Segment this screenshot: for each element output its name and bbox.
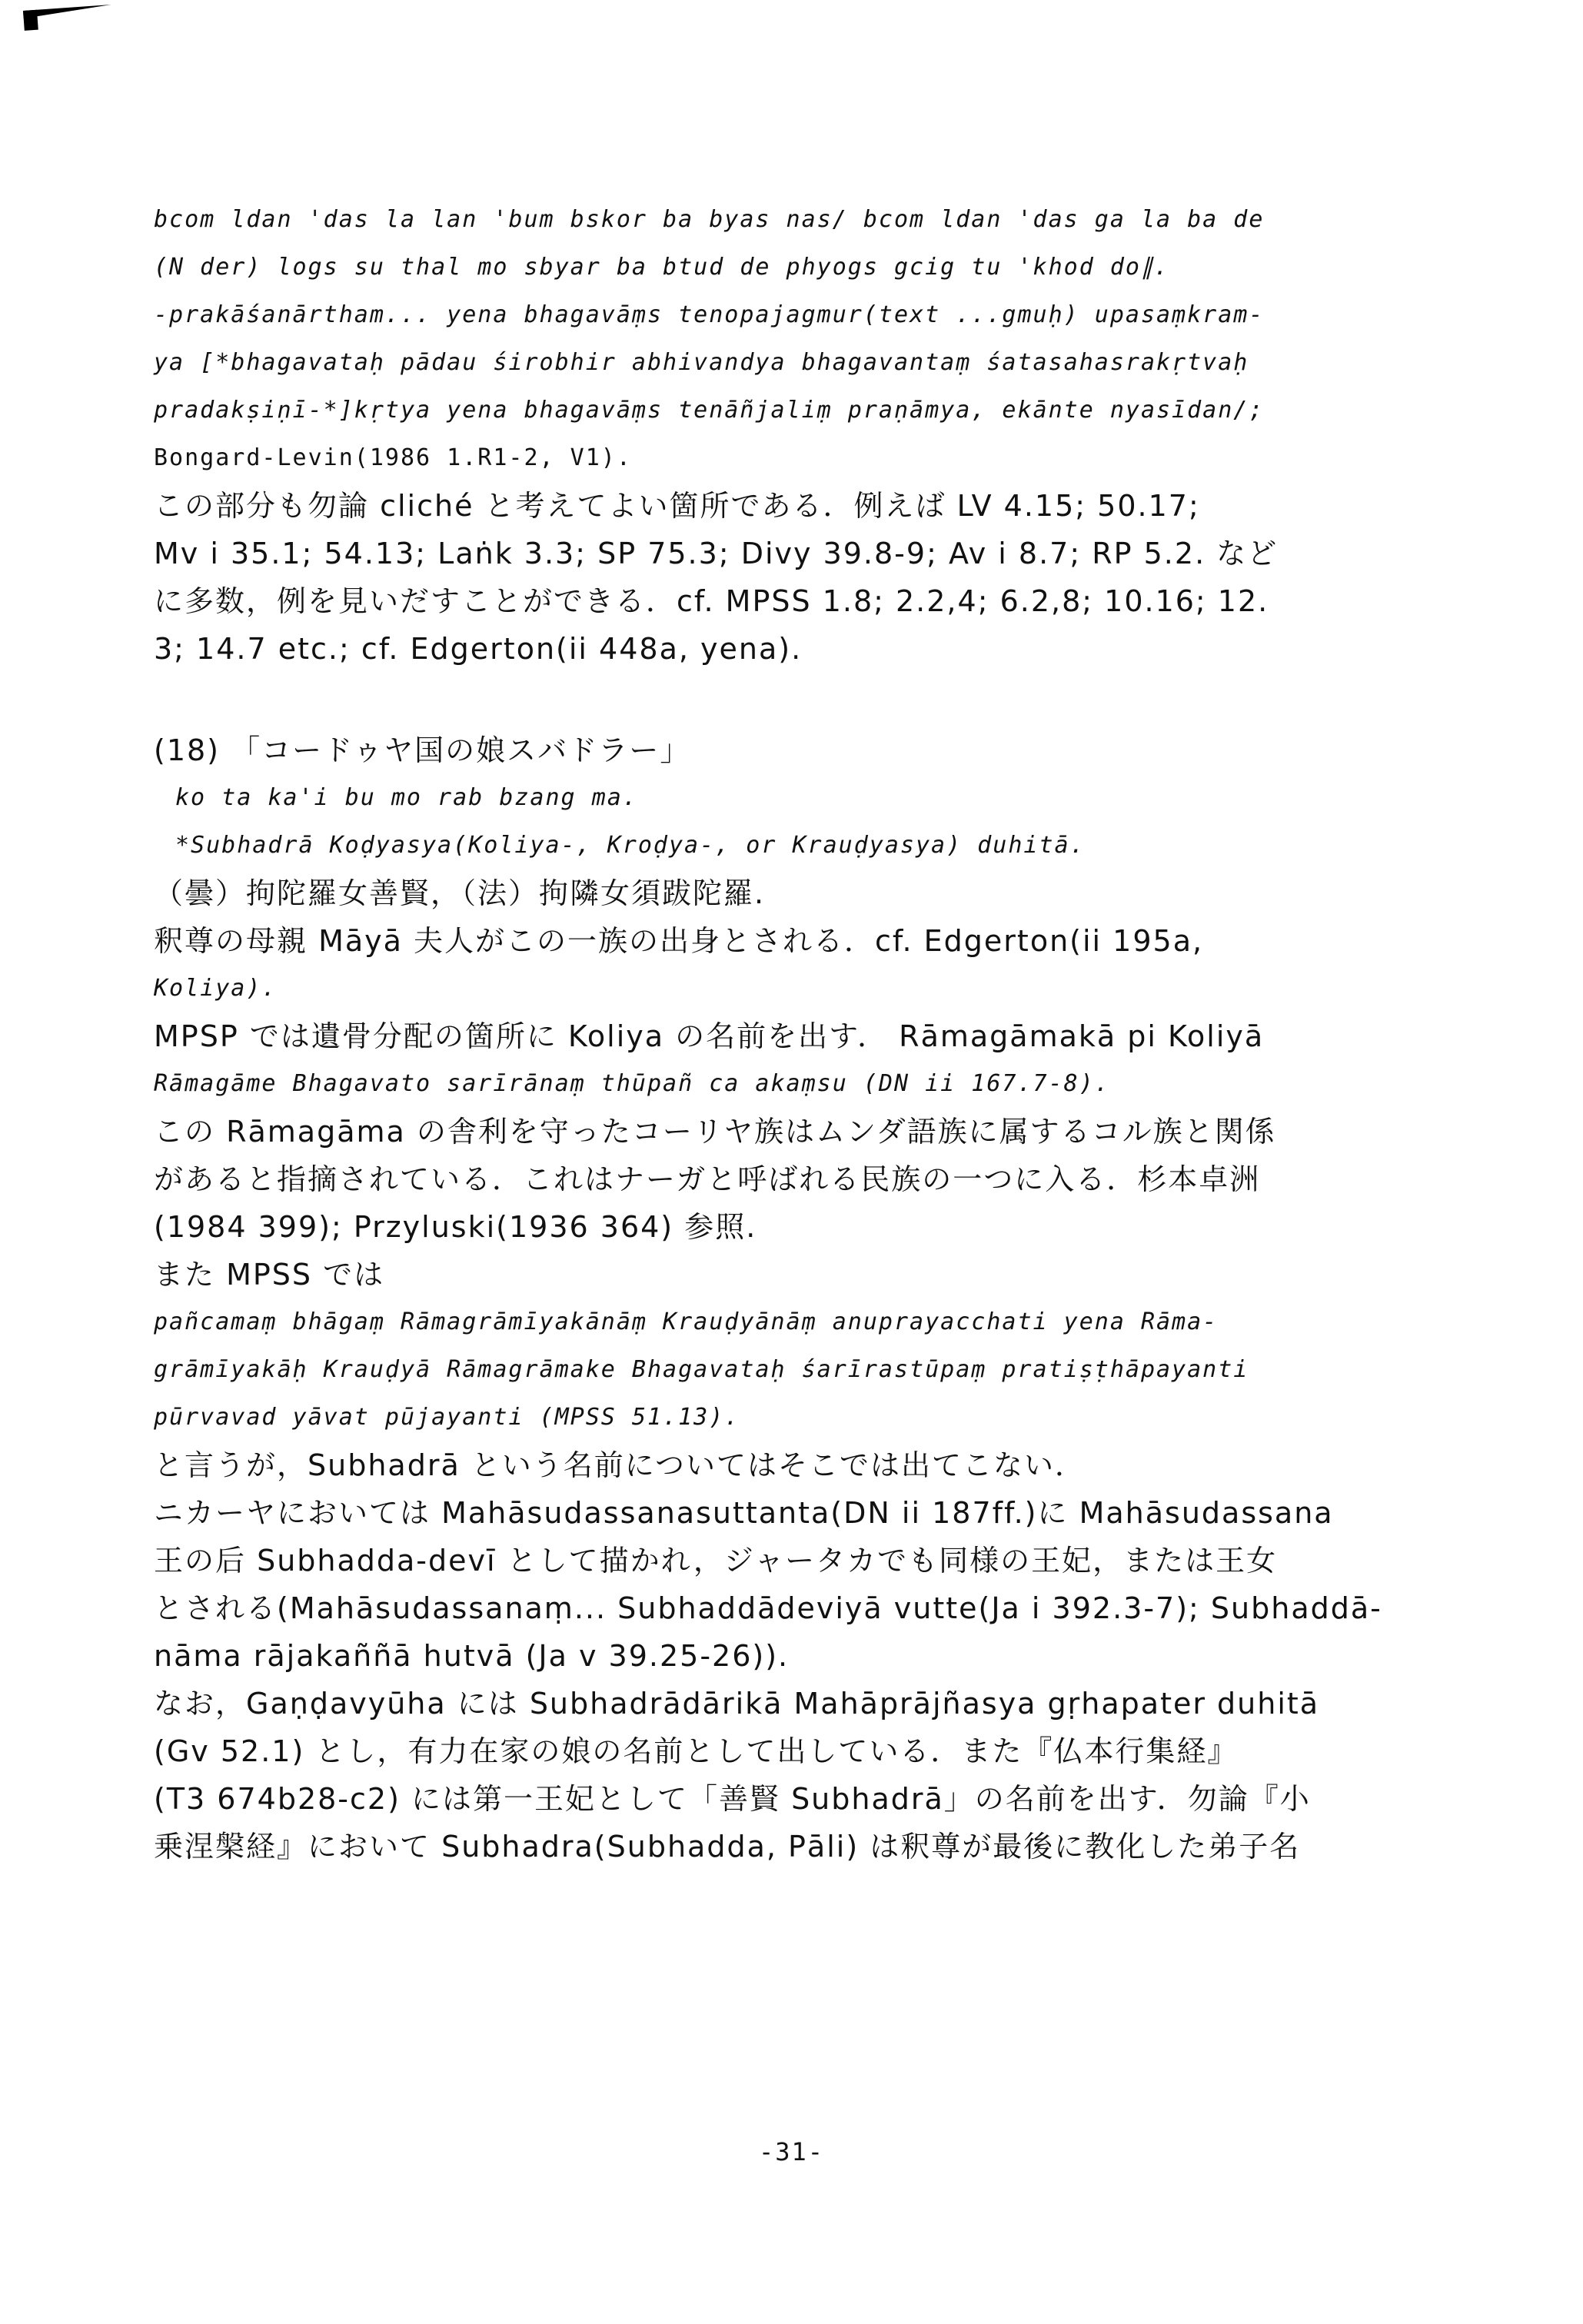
text-line: (1984 399); Przyluski(1936 364) 参照.: [154, 1210, 757, 1244]
text-line: grāmīyakāḥ Krauḍyā Rāmagrāmake Bhagavataḥ śarīrastūpaṃ pratiṣṭhāpayanti: [154, 1356, 1249, 1383]
text-line: bcom ldan 'das la lan 'bum bskor ba byas nas/ bcom ldan 'das ga la ba de: [154, 206, 1265, 233]
corner-mark: [23, 5, 111, 18]
text-line: ニカーヤにおいては Mahāsudassanasuttanta(DN ii 187ff.)に Mahāsudassana: [154, 1496, 1334, 1530]
text-line: *Subhadrā Koḍyasya(Koliya-, Kroḍya-, or Krauḍyasya) duhitā.: [175, 832, 1086, 859]
text-line: （曇）拘陀羅女善賢，（法）拘隣女須跋陀羅.: [154, 876, 766, 910]
text-line: MPSP では遺骨分配の箇所に Koliya の名前を出す． Rāmagāmakā pi Koliyā: [154, 1019, 1265, 1053]
text-line: ko ta ka'i bu mo rab bzang ma.: [175, 784, 638, 811]
text-line: (T3 674b28-c2) には第一王妃として「善賢 Subhadrā」の名前を出す．勿論『小: [154, 1782, 1311, 1816]
text-line: pradakṣiṇī-*]kṛtya yena bhagavāṃs tenāñjaliṃ praṇāmya, ekānte nyasīdan/;: [154, 397, 1265, 424]
text-line: pūrvavad yāvat pūjayanti (MPSS 51.13).: [154, 1404, 740, 1431]
text-line: nāma rājakaññā hutvā (Ja v 39.25-26)).: [154, 1639, 790, 1673]
text-line: pañcamaṃ bhāgaṃ Rāmagrāmīyakānāṃ Krauḍyānāṃ anuprayacchati yena Rāma-: [154, 1308, 1219, 1335]
paragraph-gap: [154, 673, 1368, 720]
text-line: とされる(Mahāsudassanaṃ... Subhaddādeviyā vutte(Ja i 392.3-7); Subhaddā-: [154, 1591, 1382, 1625]
text-line: また MPSS では: [154, 1258, 385, 1292]
text-line: この部分も勿論 cliché と考えてよい箇所である．例えば LV 4.15; 50.17;: [154, 489, 1200, 523]
text-line: この Rāmagāma の舎利を守ったコーリヤ族はムンダ語族に属するコル族と関係: [154, 1115, 1276, 1149]
text-line: なお，Gaṇḍavyūha には Subhadrādārikā Mahāprājñasya gṛhapater duhitā: [154, 1687, 1320, 1721]
text-line: 乗涅槃経』において Subhadra(Subhadda, Pāli) は釈尊が最後に教化した弟子名: [154, 1830, 1301, 1864]
text-line: に多数，例を見いだすことができる．cf. MPSS 1.8; 2.2,4; 6.2,8; 10.16; 12.: [154, 584, 1269, 618]
text-line: 3; 14.7 etc.; cf. Edgerton(ii 448a, yena).: [154, 632, 803, 666]
text-line: ya [*bhagavataḥ pādau śirobhir abhivandya bhagavantaṃ śatasahasrakṛtvaḥ: [154, 349, 1249, 376]
text-line: 釈尊の母親 Māyā 夫人がこの一族の出身とされる．cf. Edgerton(ii 195a,: [154, 924, 1204, 958]
text-line: Rāmagāme Bhagavato sarīrānaṃ thūpañ ca akaṃsu (DN ii 167.7-8).: [154, 1070, 1110, 1097]
text-line: 王の后 Subhadda-devī として描かれ，ジャータカでも同様の王妃，または王女: [154, 1544, 1278, 1578]
text-line: Koliya).: [154, 975, 278, 1002]
text-line: と言うが，Subhadrā という名前についてはそこでは出てこない．: [154, 1448, 1086, 1482]
text-line: Bongard-Levin(1986 1.R1-2, V1).: [154, 444, 632, 471]
document-body: [154, 196, 1382, 1870]
text-line: -prakāśanārtham... yena bhagavāṃs tenopajagmur(text ...gmuḥ) upasaṃkram-: [154, 301, 1265, 328]
page-number: -31-: [758, 2137, 825, 2166]
text-line: (N der) logs su thal mo sbyar ba btud de phyogs gcig tu 'khod do∥.: [154, 254, 1169, 281]
text-line: Mv i 35.1; 54.13; Laṅk 3.3; SP 75.3; Divy 39.8-9; Av i 8.7; RP 5.2. など: [154, 537, 1279, 570]
text-line: (Gv 52.1) とし，有力在家の娘の名前として出している．また『仏本行集経』: [154, 1734, 1239, 1768]
section-heading: (18) 「コードゥヤ国の娘スバドラー」: [154, 733, 691, 767]
text-line: があると指摘されている．これはナーガと呼ばれる民族の一つに入る．杉本卓洲: [154, 1162, 1261, 1196]
